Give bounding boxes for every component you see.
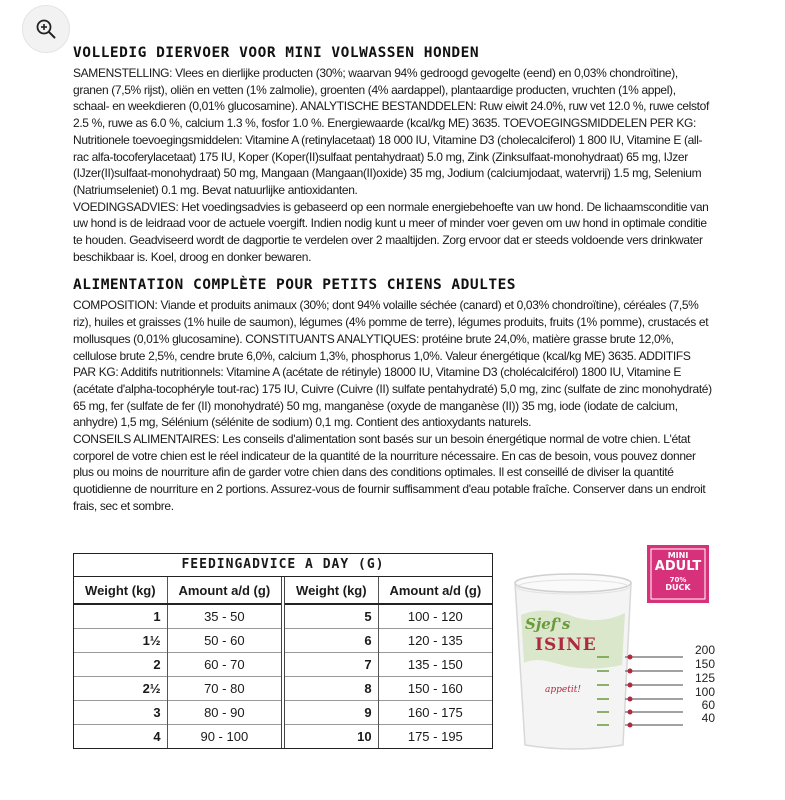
weight-cell: 1: [74, 604, 167, 629]
product-cup-image: [505, 545, 715, 755]
table-row: [74, 677, 281, 701]
amount-cell: 50 - 60: [167, 629, 281, 653]
badge-adult: ADULT: [654, 559, 702, 575]
scale-label: 40: [701, 711, 715, 725]
cup-tagline: appetit!: [545, 685, 581, 695]
weight-cell: 4: [74, 725, 167, 749]
cup-brand-2: ISINE: [535, 635, 597, 655]
table-row: [285, 604, 492, 629]
amount-cell: 60 - 70: [167, 653, 281, 677]
column-header-weight: Weight (kg): [74, 577, 167, 604]
weight-cell: 2½: [74, 677, 167, 701]
column-header-amount: Amount a/d (g): [167, 577, 281, 604]
amount-cell: 80 - 90: [167, 701, 281, 725]
weight-cell: 5: [285, 604, 378, 629]
feeding-table-title: FEEDINGADVICE A DAY (G): [73, 553, 493, 576]
weight-cell: 2: [74, 653, 167, 677]
zoom-in-icon: [35, 18, 57, 40]
scale-label: 60: [701, 698, 715, 712]
dutch-composition: SAMENSTELLING: Vlees en dierlijke producten (30%; waarvan 94% gedroogd gevogelte (eend) en 0,03% chondroïtine), granen (7,5% rijst), oliën en vetten (1% zalmolie), groenten (4% aardappel), plantaardige producten, vruchten (1% appel), schaal- en weekdieren (0,01% glucosamine). ANALYTISCHE BESTANDDELEN: Ruw eiwit 24.0%, ruw vet 12.0 %, ruwe celstof 2.5 %, ruwe as 6.0 %, calcium 1.3 %, fosfor 1.0 %. Energiewaarde (kcal/kg ME) 3635. TOEVOEGINGSMIDDELEN PER KG: Nutritionele toevoegingsmiddelen: Vitamine A (retinylacetaat) 18 000 IU, Vitamine D3 (cholecalciferol) 1 800 IU, Vitamine E (all-rac alfa-tocoferylacetaat) 175 IU, Koper (Koper(II)sulfaat pentahydraat) 5.0 mg, Zink (Zinksulfaat-monohydraat) 65 mg, IJzer (IJzer(II)sulfaat-monohydraat) 50 mg, Mangaan (Mangaan(II)oxide) 35 mg, Jodium (calciumjodaat, watervrij) 1.5 mg, Selenium (Natriumseleniet) 0.1 mg. Bevat natuurlijke antioxidanten.: [73, 66, 709, 197]
column-header-weight: Weight (kg): [285, 577, 378, 604]
amount-cell: 35 - 50: [204, 609, 245, 624]
amount-cell: 150 - 160: [378, 677, 492, 701]
weight-cell: 3: [74, 701, 167, 725]
zoom-in-button[interactable]: [22, 5, 70, 53]
scale-label: 200: [694, 643, 715, 657]
french-title: ALIMENTATION COMPLÈTE POUR PETITS CHIENS ADULTES: [73, 277, 517, 294]
label-document: [73, 45, 713, 515]
amount-cell: 100 - 120: [407, 609, 463, 624]
amount-cell: 90 - 100: [167, 725, 281, 749]
dutch-feeding-advice: VOEDINGSADVIES: Het voedingsadvies is gebaseerd op een normale energiebehoefte van uw hond. De lichaamsconditie van uw hond is de leidraad voor de actuele voergift. Indien nodig kunt u meer of minder voer geven om uw hond in optimale conditie te houden. Geadviseerd wordt de dagportie te verdelen over 2 maaltijden. Zorg ervoor dat er steeds voldoende vers drinkwater beschikbaar is. Koel, droog en donker bewaren.: [73, 199, 709, 264]
scale-label: 125: [694, 671, 715, 685]
french-section: [73, 277, 713, 514]
feeding-table-left: [74, 577, 281, 748]
amount-cell: 175 - 195: [378, 725, 492, 749]
badge-percent: 70%: [669, 576, 687, 585]
table-row: [285, 653, 492, 677]
amount-cell: 135 - 150: [378, 653, 492, 677]
weight-cell: 6: [285, 629, 378, 653]
feeding-table-right: [281, 577, 492, 748]
weight-cell: 8: [285, 677, 378, 701]
weight-cell: 1½: [74, 629, 167, 653]
table-row: [285, 677, 492, 701]
dutch-section: [73, 45, 713, 265]
table-row: [74, 653, 281, 677]
french-feeding-advice: CONSEILS ALIMENTAIRES: Les conseils d'alimentation sont basés sur un besoin énergétique normal de votre chien. L'état corporel de votre chien est le réel indicateur de la quantité de la nourriture nécessaire. En cas de besoin, vous pouvez donner plus ou moins de nourriture afin de garder votre chien dans des conditions optimales. Il est conseillé de diviser la quantité quotidienne de nourriture en 2 portions. Assurez-vous de fournir suffisamment d'eau potable fraîche. Conserver dans un endroit frais, sec et sombre.: [73, 432, 706, 513]
feeding-table: [73, 553, 493, 749]
table-row: [285, 725, 492, 749]
badge-mini: MINI: [667, 551, 689, 560]
dutch-title: VOLLEDIG DIERVOER VOOR MINI VOLWASSEN HONDEN: [73, 45, 480, 61]
table-row: [74, 725, 281, 749]
table-row: [285, 701, 492, 725]
column-header-amount: Amount a/d (g): [378, 577, 492, 604]
amount-cell: 120 - 135: [378, 629, 492, 653]
table-row: [74, 629, 281, 653]
product-badge: [651, 550, 705, 593]
scale-label: 100: [694, 685, 715, 699]
table-row: [285, 629, 492, 653]
french-composition: COMPOSITION: Viande et produits animaux (30%; dont 94% volaille séchée (canard) et 0,03% chondroïtine), céréales (7,5% riz), huiles et graisses (1% huile de saumon), légumes (4% pomme de terre), légumes produits, fruits (1% pomme), crustacés et mollusques (0,01% glucosamine). CONSTITUANTS ANALYTIQUES: protéine brute 24,0%, matière grasse brute 12,0%, cellulose brute 2,5%, cendre brute 6,0%, calcium 1,3%, phosphorus 1,0%. Valeur énergétique (kcal/kg ME) 3635. ADDITIFS PAR KG: Additifs nutritionnels: Vitamine A (acétate de rétinyle) 18000 IU, Vitamine D3 (cholécalciférol) 1800 IU, Vitamine E (acétate d'alpha-tocophéryle tout-rac) 175 IU, Cuivre (Cuivre (II) sulfate pentahydraté) 5,0 mg, zinc (sulfate de zinc monohydraté) 65 mg, fer (sulfate de fer (II) monohydraté) 50 mg, manganèse (oxyde de manganèse (II)) 35 mg, iode (iodate de calcium, anhydre) 1,5 mg, Sélénium (sélénite de sodium) 0,1 mg. Contient des antioxydants naturels.: [73, 298, 712, 430]
weight-cell: 7: [285, 653, 378, 677]
table-row: [74, 701, 281, 725]
weight-cell: 10: [285, 725, 378, 749]
amount-cell: 70 - 80: [167, 677, 281, 701]
amount-cell: 160 - 175: [378, 701, 492, 725]
badge-duck: DUCK: [665, 583, 691, 593]
cup-brand: Sjef's: [525, 615, 571, 633]
table-row: [74, 604, 281, 629]
scale-label: 150: [694, 657, 715, 671]
weight-cell: 9: [285, 701, 378, 725]
